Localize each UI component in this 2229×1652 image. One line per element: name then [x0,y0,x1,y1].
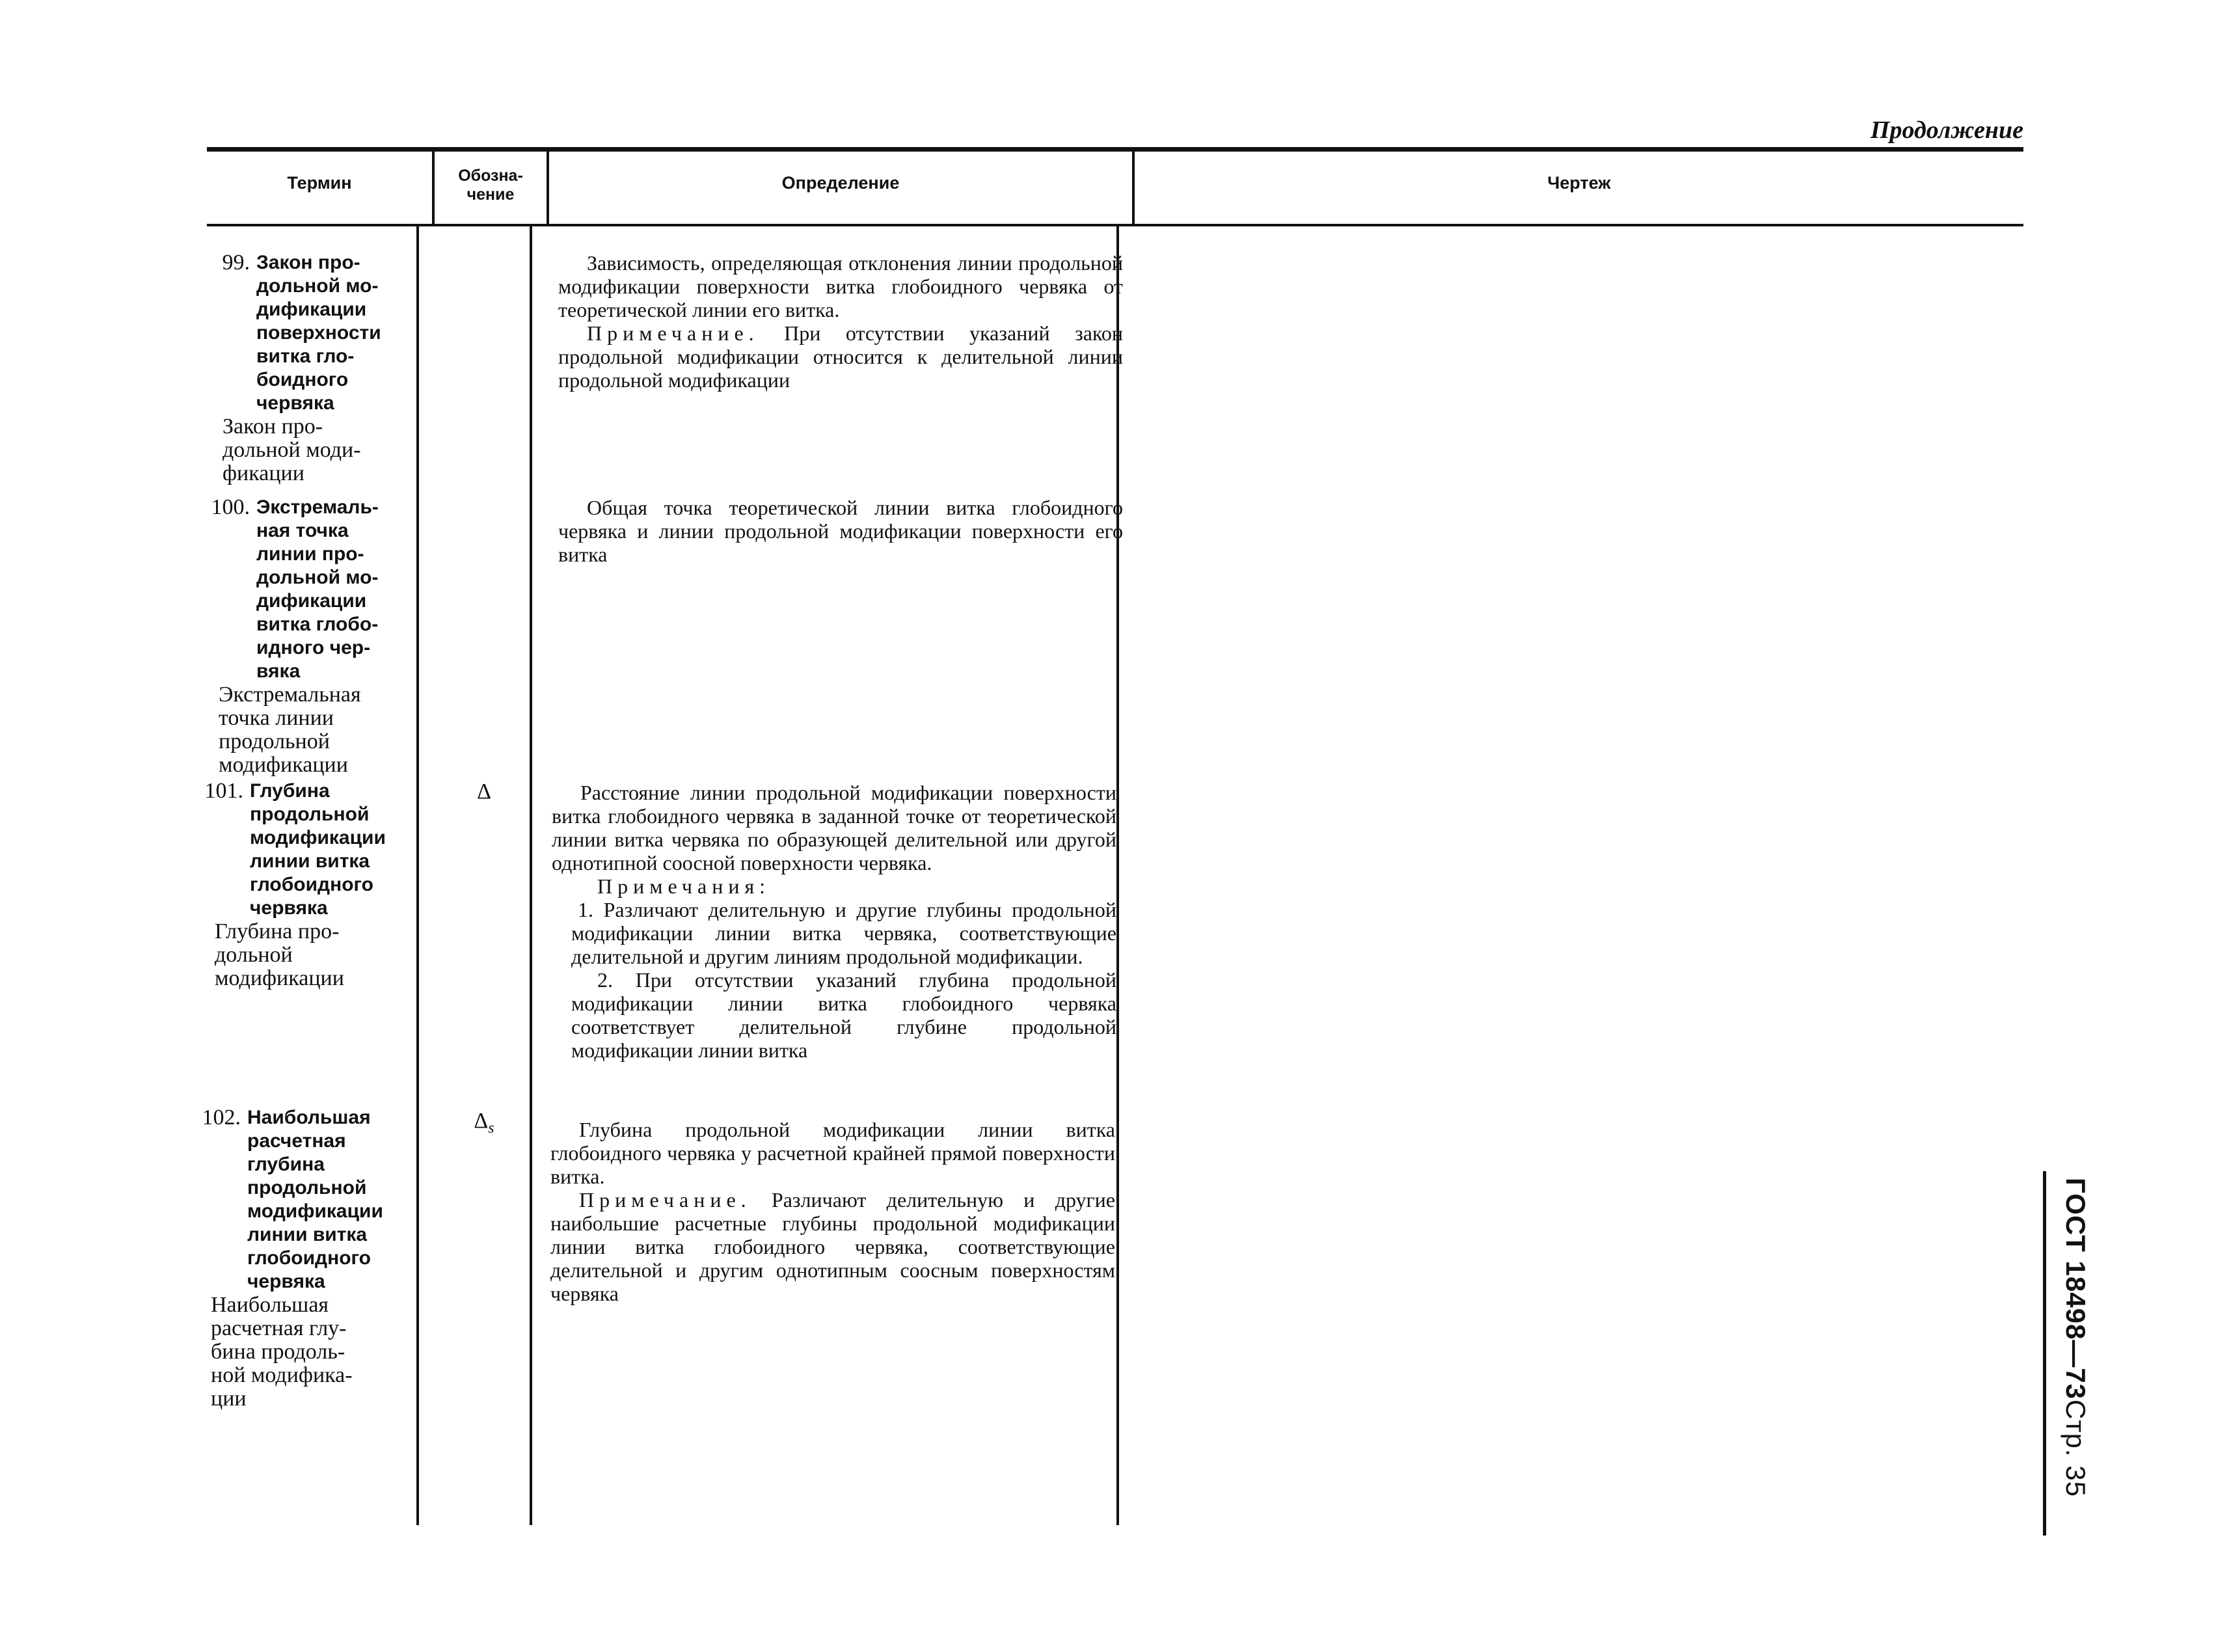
table-header-rule [207,224,2023,226]
note-text: При отсутствии указаний закон продольной модификации относится к делительной линии продольной модификации [558,321,1124,392]
term-row-99 [209,251,415,485]
header-symbol-line1: Обозна- [458,167,523,185]
symbol-main: Δ [474,1109,489,1133]
definition-row-100 [558,496,1123,566]
definition-row-99 [558,251,1123,392]
header-definition: Определение [781,173,900,193]
header-term: Термин [287,173,352,193]
symbol-subscript: s [488,1119,494,1137]
term-number: 102. [202,1105,241,1130]
term-name: Закон про- дольной мо- дификации поверхности витка гло- боидного червяка [256,252,381,414]
note-1: 1. Различают делительную и другие глубины продольной модификации линии витка червяка, соответствующие делительной и другим линиям продольной модификации. [571,898,1116,968]
note-label: Примечание. [587,321,759,345]
term-short: Закон про- дольной моди- фикации [223,414,361,485]
term-number: 99. [222,251,250,275]
column-divider-definition-body [1116,226,1119,1525]
term-short: Глубина про- дольной модификации [215,919,344,990]
term-name: Экстремаль- ная точка линии про- дольной мо- дификации витка глобо- идного чер- вяка [256,496,379,682]
column-divider-symbol-body [530,226,532,1525]
continued-label: Продолжение [1870,116,2023,144]
term-short: Наибольшая расчетная глу- бина продоль- ной модифика- ции [211,1293,353,1411]
note-text: Различают делительную и другие наибольшие расчетные глубины продольной модификации линии витка глобоидного червяка, соответствующие делительной и другим однотипным соосным поверхностям червяка [550,1188,1115,1305]
definition-text: Зависимость, определяющая отклонения линии продольной модификации поверхности витка глобоидного червяка от теоретической линии его витка. [558,251,1123,321]
term-row-100 [195,496,415,777]
header-symbol [435,167,547,204]
standard-number: ГОСТ 18498—73 [2060,1178,2091,1400]
notes-label: Примечания: [597,874,771,898]
term-name: Наибольшая расчетная глубина продольной модификации линии витка глобоидного червяка [247,1107,383,1292]
symbol-row-102 [458,1109,510,1137]
term-row-101 [195,779,415,990]
term-short: Экстремальная точка линии продольной модификации [219,683,361,777]
term-name: Глубина продольной модификации линии витка глобоидного червяка [250,780,386,919]
term-number: 100. [211,495,250,519]
term-row-102 [189,1106,415,1411]
term-number: 101. [204,779,243,803]
definition-row-101 [552,781,1116,1062]
standard-page-label [2060,1178,2091,1497]
definition-text: Общая точка теоретической линии витка глобоидного червяка и линии продольной модификации поверхности его витка [558,496,1123,566]
table-top-rule [207,147,2023,152]
definition-row-102 [550,1118,1115,1305]
definition-text: Глубина продольной модификации линии витка глобоидного червяка у расчетной крайней прямой поверхности витка. [550,1118,1115,1188]
symbol-row-101: Δ [477,779,491,804]
header-drawing: Чертеж [1547,173,1611,193]
note-2: 2. При отсутствии указаний глубина продольной модификации линии витка глобоидного червяка соответствует делительной глубине продольной модификации линии витка [571,968,1116,1062]
page-number: Стр. 35 [2060,1400,2091,1498]
note-label: Примечание. [579,1188,751,1212]
header-symbol-line2: чение [466,185,515,204]
definition-text: Расстояние линии продольной модификации поверхности витка глобоидного червяка в заданной точке от теоретической линии витка червяка по образующей делительной или другой однотипной соосной поверхности червяка. [552,781,1116,874]
column-divider-term-body [416,226,419,1525]
